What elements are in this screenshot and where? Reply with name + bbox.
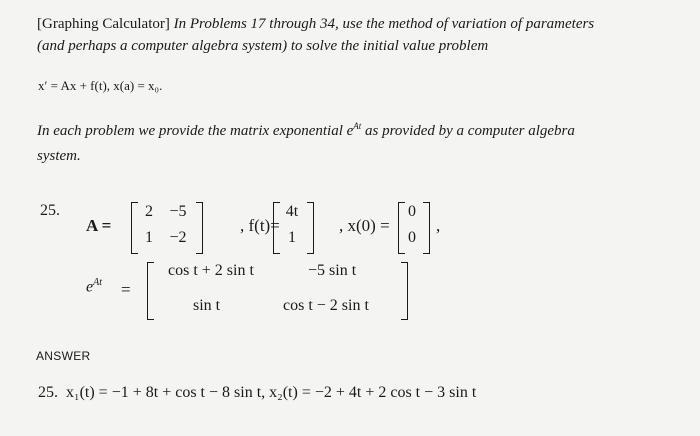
answer-number: 25. — [38, 384, 58, 401]
forcing-label: , f(t)= — [240, 216, 280, 235]
matrix-exponential-label — [86, 277, 102, 296]
intro-line-1 — [37, 14, 594, 34]
matrix-a-cell: 2 — [145, 203, 153, 220]
x0-vector-cell: 0 — [408, 229, 416, 246]
x0-vector-right-bracket — [423, 202, 430, 254]
matrix-a-cell: 1 — [145, 229, 153, 246]
answer-heading: ANSWER — [36, 349, 91, 363]
answer-line — [38, 384, 476, 402]
ivp-equation: x′ = Ax + f(t), x(a) = x₀. — [38, 78, 163, 93]
eat-equals: = — [121, 280, 131, 299]
paragraph-line-1 — [37, 121, 575, 140]
eat-right-bracket — [401, 262, 408, 320]
section-tag: [Graphing Calculator] — [37, 16, 170, 32]
eat-cell: −5 sin t — [308, 262, 357, 279]
eat-left-bracket — [147, 262, 154, 320]
matrix-a-cell: −2 — [169, 229, 187, 246]
f-vector-left-bracket — [273, 202, 280, 254]
matrix-a-left-bracket — [131, 202, 138, 254]
f-vector-cell: 4t — [285, 203, 299, 220]
paragraph-line-2: system. — [37, 148, 81, 164]
trailing-comma: , — [436, 216, 441, 235]
intro-line-2: (and perhaps a computer algebra system) to solve the initial value problem — [37, 38, 489, 54]
eat-cell: cos t − 2 sin t — [283, 297, 369, 314]
eat-sup: At — [93, 277, 102, 288]
paragraph-text-2: as provided by a computer algebra — [361, 123, 575, 139]
eat-cell: sin t — [193, 297, 221, 314]
answer-text: x₁(t) = −1 + 8t + cos t − 8 sin t, x₂(t) = −2 + 4t + 2 cos t − 3 sin t — [66, 384, 477, 401]
eat-cell: cos t + 2 sin t — [168, 262, 254, 279]
intro-text: In Problems 17 through 34, use the method of variation of parameters — [173, 16, 595, 32]
paragraph-text-1: In each problem we provide the matrix exponential e — [37, 123, 354, 139]
matrix-a-cell: −5 — [169, 203, 187, 220]
matrix-a-label: A = — [86, 216, 112, 235]
matrix-a-right-bracket — [196, 202, 203, 254]
paragraph-sup: At — [353, 121, 362, 131]
problem-number: 25. — [40, 202, 60, 219]
x0-vector-cell: 0 — [408, 203, 416, 220]
eat-base: e — [86, 278, 94, 296]
initial-condition-label: , x(0) = — [339, 216, 390, 235]
f-vector-cell: 1 — [288, 229, 296, 246]
f-vector-right-bracket — [307, 202, 314, 254]
